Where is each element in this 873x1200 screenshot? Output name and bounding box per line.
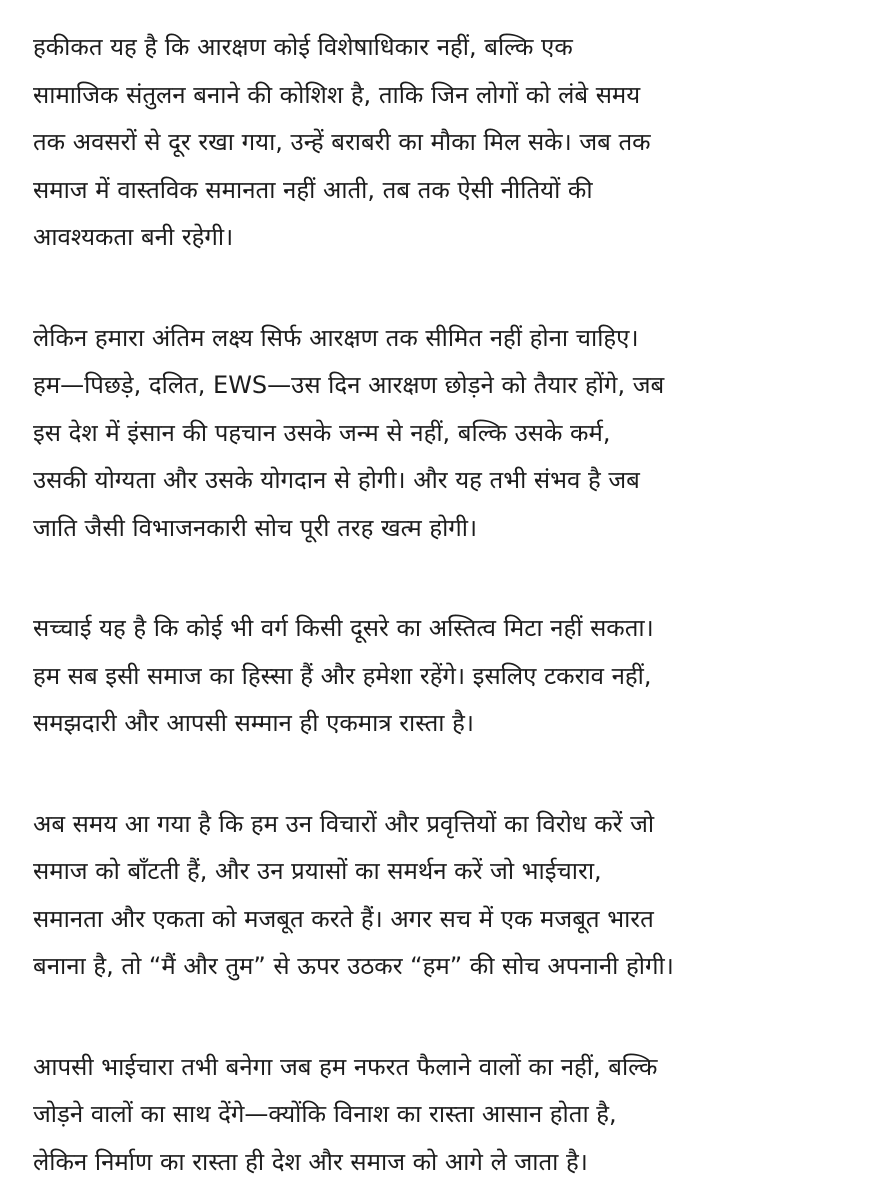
paragraph-call-to-action (33, 801, 853, 991)
text-line: समाज में वास्तविक समानता नहीं आती, तब तक ऐसी नीतियों की (33, 175, 593, 204)
text-line: समाज को बाँटती हैं, और उन प्रयासों का समर्थन करें जो भाईचारा, (33, 857, 602, 885)
text-line: जोड़ने वालों का साथ देंगे—क्योंकि विनाश का रास्ता आसान होता है, (33, 1100, 617, 1128)
text-line: हम सब इसी समाज का हिस्सा हैं और हमेशा रहेंगे। इसलिए टकराव नहीं, (33, 661, 652, 690)
text-line: अब समय आ गया है कि हम उन विचारों और प्रवृत्तियों का विरोध करें जो (33, 809, 655, 838)
paragraph-brotherhood (33, 1044, 853, 1187)
text-line: हम—पिछड़े, दलित, EWS—उस दिन आरक्षण छोड़ने को तैयार होंगे, जब (33, 371, 665, 399)
text-line: तक अवसरों से दूर रखा गया, उन्हें बराबरी का मौका मिल सके। जब तक (33, 128, 651, 156)
paragraph-reservation-purpose (33, 24, 853, 262)
text-line: लेकिन निर्माण का रास्ता ही देश और समाज को आगे ले जाता है। (33, 1147, 588, 1176)
text-line: लेकिन हमारा अंतिम लक्ष्य सिर्फ आरक्षण तक सीमित नहीं होना चाहिए। (33, 323, 639, 352)
text-line: सामाजिक संतुलन बनाने की कोशिश है, ताकि जिन लोगों को लंबे समय (33, 80, 641, 109)
text-line: आपसी भाईचारा तभी बनेगा जब हम नफरत फैलाने वालों का नहीं, बल्कि (33, 1052, 658, 1081)
text-line: सच्चाई यह है कि कोई भी वर्ग किसी दूसरे का अस्तित्व मिटा नहीं सकता। (33, 614, 654, 642)
text-line: इस देश में इंसान की पहचान उसके जन्म से नहीं, बल्कि उसके कर्म, (33, 418, 611, 447)
paragraph-coexistence (33, 605, 853, 748)
text-line: बनाना है, तो “मैं और तुम” से ऊपर उठकर “हम” की सोच अपनानी होगी। (33, 952, 674, 980)
text-line: जाति जैसी विभाजनकारी सोच पूरी तरह खत्म होगी। (33, 513, 478, 542)
text-line: आवश्यकता बनी रहेगी। (33, 223, 234, 251)
text-line: समझदारी और आपसी सम्मान ही एकमात्र रास्ता है। (33, 709, 474, 737)
text-line: उसकी योग्यता और उसके योगदान से होगी। और यह तभी संभव है जब (33, 466, 640, 494)
text-line: समानता और एकता को मजबूत करते हैं। अगर सच में एक मजबूत भारत (33, 904, 654, 933)
text-line: हकीकत यह है कि आरक्षण कोई विशेषाधिकार नहीं, बल्कि एक (33, 33, 573, 61)
paragraph-ultimate-goal (33, 315, 853, 553)
